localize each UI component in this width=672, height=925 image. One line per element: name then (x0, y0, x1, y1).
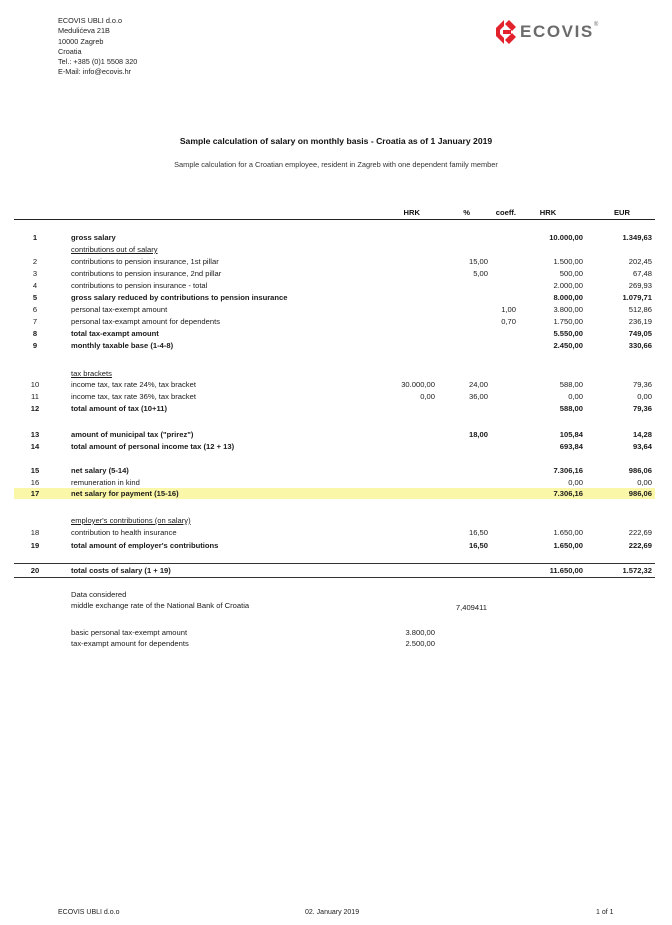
table-row (0, 540, 672, 551)
row-hrk-amount: 0,00 (568, 392, 583, 401)
row-number: 5 (32, 293, 38, 302)
row-number: 18 (30, 528, 40, 537)
col-header-hrk-base: HRK (403, 208, 420, 217)
row-eur-amount: 0,00 (637, 478, 652, 487)
table-row (0, 316, 672, 327)
row-eur-amount: 1.349,63 (622, 233, 652, 242)
row-hrk-base: 0,00 (420, 392, 435, 401)
col-header-hrk: HRK (539, 208, 557, 217)
row-label: contribution to health insurance (71, 528, 177, 537)
row-number: 10 (30, 380, 40, 389)
address-line: ECOVIS UBLI d.o.o (58, 16, 123, 25)
row-eur-amount: 236,19 (628, 317, 652, 326)
row-number: 16 (30, 478, 40, 487)
address-line: E-Mail: info@ecovis.hr (58, 67, 132, 77)
row-hrk-amount: 500,00 (559, 269, 583, 278)
row-number: 15 (30, 466, 40, 475)
table-row (0, 340, 672, 351)
row-label: personal tax-exempt amount (71, 305, 168, 314)
row-label: total tax-exampt amount (71, 329, 159, 338)
row-eur-amount: 269,93 (628, 281, 652, 290)
document-subtitle: Sample calculation for a Croatian employee, resident in Zagreb with one dependent family member (174, 160, 498, 169)
total-rule-bottom (14, 577, 655, 578)
col-header-coeff: coeff. (495, 208, 516, 217)
row-label: contributions out of salary (71, 245, 158, 254)
row-hrk-amount: 0,00 (568, 478, 583, 487)
exchange-rate-value: 7,409411 (455, 603, 487, 612)
row-number: 13 (30, 430, 40, 439)
row-number: 12 (30, 404, 40, 413)
row-number: 19 (30, 541, 40, 550)
row-eur-amount: 749,05 (628, 329, 652, 338)
row-eur-amount: 512,86 (628, 305, 652, 314)
row-number: 1 (32, 233, 38, 242)
row-eur-amount: 986,06 (628, 466, 652, 475)
row-eur-amount: 202,45 (628, 257, 652, 266)
row-eur-amount: 14,28 (632, 430, 652, 439)
table-row-highlighted (14, 488, 655, 499)
row-label: monthly taxable base (1-4-8) (71, 341, 174, 350)
footer-page-number: 1 of 1 (596, 909, 614, 916)
row-label: net salary for payment (15-16) (71, 489, 179, 498)
table-row (0, 379, 672, 390)
row-number: 9 (32, 341, 38, 350)
row-percent: 15,00 (468, 257, 488, 266)
col-header-eur: EUR (613, 208, 631, 217)
row-hrk-amount: 105,84 (559, 430, 583, 439)
table-row (0, 268, 672, 279)
basic-exempt-label: basic personal tax-exempt amount (71, 628, 188, 637)
row-label: gross salary (71, 233, 116, 242)
row-hrk-amount: 3.800,00 (553, 305, 583, 314)
row-label: total costs of salary (1 + 19) (71, 566, 171, 575)
table-row (0, 527, 672, 538)
row-label: total amount of tax (10+11) (71, 404, 167, 413)
row-eur-amount: 79,36 (632, 380, 652, 389)
row-hrk-amount: 1.650,00 (553, 528, 583, 537)
row-hrk-amount: 7.306,16 (553, 466, 583, 475)
address-line: Medulićeva 21B (58, 26, 110, 36)
data-considered-heading: Data considered (71, 590, 127, 599)
table-row (0, 328, 672, 339)
row-number: 20 (30, 566, 40, 575)
company-address (58, 16, 137, 78)
logo-wordmark: ECOVIS (520, 22, 594, 41)
row-hrk-amount: 2.450,00 (553, 341, 583, 350)
col-header-percent: % (463, 208, 470, 217)
table-row (0, 477, 672, 488)
ecovis-logo-text (520, 22, 598, 42)
table-section-heading (0, 515, 672, 526)
row-number: 11 (31, 392, 39, 401)
row-eur-amount: 222,69 (628, 541, 652, 550)
row-eur-amount: 0,00 (637, 392, 652, 401)
row-number: 8 (32, 329, 38, 338)
footer-date: 02. January 2019 (305, 909, 360, 916)
row-label: net salary (5-14) (71, 466, 129, 475)
row-label: income tax, tax rate 36%, tax bracket (71, 392, 196, 401)
table-row (0, 441, 672, 452)
row-label: contributions to pension insurance - total (71, 281, 208, 290)
row-hrk-amount: 5.550,00 (553, 329, 583, 338)
row-hrk-base: 30.000,00 (401, 380, 435, 389)
row-percent: 24,00 (468, 380, 488, 389)
row-eur-amount: 222,69 (628, 528, 652, 537)
table-section-heading (0, 244, 672, 255)
row-hrk-amount: 7.306,16 (553, 489, 583, 498)
row-percent: 16,50 (468, 528, 488, 537)
table-row (0, 232, 672, 243)
row-label: contributions to pension insurance, 2nd pillar (71, 269, 222, 278)
address-line: Croatia (58, 46, 82, 56)
row-hrk-amount: 1.500,00 (553, 257, 583, 266)
exchange-rate-label: middle exchange rate of the National Bank of Croatia (71, 601, 250, 610)
row-number: 3 (32, 269, 38, 278)
row-eur-amount: 67,48 (632, 269, 652, 278)
row-hrk-amount: 8.000,00 (553, 293, 583, 302)
ecovis-logo (490, 18, 620, 48)
table-row (0, 280, 672, 291)
row-number: 14 (30, 442, 40, 451)
row-eur-amount: 330,66 (628, 341, 652, 350)
ecovis-logo-icon (490, 18, 518, 46)
row-label: personal tax-exampt amount for dependents (71, 317, 221, 326)
table-row (0, 391, 672, 402)
table-row (0, 304, 672, 315)
row-percent: 16,50 (468, 541, 488, 550)
row-hrk-amount: 693,84 (559, 442, 583, 451)
row-hrk-amount: 2.000,00 (553, 281, 583, 290)
document-title: Sample calculation of salary on monthly basis - Croatia as of 1 January 2019 (179, 136, 493, 146)
table-header-rule (14, 219, 655, 220)
row-eur-amount: 1.572,32 (622, 566, 652, 575)
row-label: remuneration in kind (71, 478, 140, 487)
table-row (0, 565, 672, 576)
row-number: 17 (30, 489, 40, 498)
footer-company: ECOVIS UBLI d.o.o (58, 909, 120, 916)
row-label: total amount of employer's contributions (71, 541, 219, 550)
row-percent: 5,00 (473, 269, 488, 278)
row-label: employer's contributions (on salary) (71, 516, 191, 525)
row-eur-amount: 1.079,71 (622, 293, 652, 302)
row-percent: 18,00 (468, 430, 488, 439)
row-label: gross salary reduced by contributions to pension insurance (71, 293, 288, 302)
basic-exempt-value: 3.800,00 (405, 628, 435, 637)
row-coefficient: 1,00 (501, 305, 516, 314)
total-rule-top (14, 563, 655, 564)
row-label: tax brackets (71, 369, 112, 378)
row-number: 4 (32, 281, 38, 290)
row-hrk-amount: 10.000,00 (549, 233, 583, 242)
address-line: Tel.: +385 (0)1 5508 320 (58, 57, 138, 67)
table-row (0, 429, 672, 440)
row-eur-amount: 93,64 (632, 442, 652, 451)
row-hrk-amount: 1.650,00 (553, 541, 583, 550)
table-row (0, 292, 672, 303)
row-eur-amount: 986,06 (628, 489, 652, 498)
row-number: 2 (32, 257, 38, 266)
registered-mark: ® (593, 22, 599, 28)
table-row (0, 403, 672, 414)
row-hrk-amount: 11.650,00 (549, 566, 583, 575)
dependents-exempt-label: tax-exampt amount for dependents (71, 639, 189, 648)
row-number: 6 (32, 305, 38, 314)
row-coefficient: 0,70 (501, 317, 516, 326)
row-number: 7 (32, 317, 38, 326)
row-percent: 36,00 (468, 392, 488, 401)
address-line: 10000 Zagreb (58, 36, 104, 46)
row-hrk-amount: 1.750,00 (553, 317, 583, 326)
row-label: contributions to pension insurance, 1st pillar (71, 257, 219, 266)
row-label: amount of municipal tax ("prirez") (71, 430, 194, 439)
row-hrk-amount: 588,00 (559, 404, 583, 413)
row-eur-amount: 79,36 (632, 404, 652, 413)
table-section-heading (0, 368, 672, 379)
row-label: income tax, tax rate 24%, tax bracket (71, 380, 196, 389)
row-hrk-amount: 588,00 (559, 380, 583, 389)
table-row (0, 465, 672, 476)
table-row (0, 256, 672, 267)
dependents-exempt-value: 2.500,00 (405, 639, 435, 648)
row-label: total amount of personal income tax (12 + 13) (71, 442, 235, 451)
